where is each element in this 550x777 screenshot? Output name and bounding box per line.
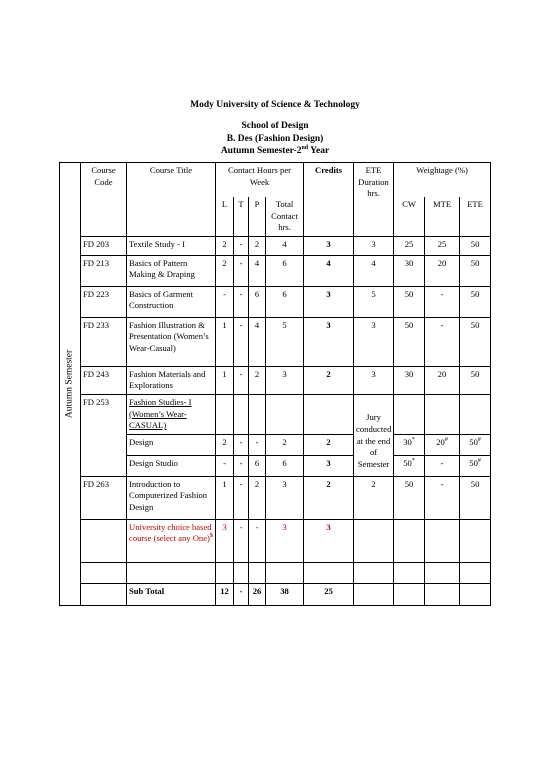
cell-cw: 30* [394, 434, 425, 455]
cell-total: 3 [266, 366, 304, 394]
header-p: P [249, 197, 266, 236]
cell-ete-duration: 4 [354, 255, 394, 286]
cell-p: - [249, 434, 266, 455]
cell-t: - [234, 434, 249, 455]
cell-credits: 25 [304, 583, 354, 605]
course-title: Introduction to Computerized Fashion Design [127, 476, 216, 519]
table-row-fd253 [60, 394, 491, 434]
cell-p [249, 562, 266, 583]
course-code: FD 213 [81, 255, 127, 286]
cell-total: 6 [266, 255, 304, 286]
cell-t: - [234, 519, 249, 562]
course-title: University choice based course (select any One)$ [127, 519, 216, 562]
course-table [59, 162, 491, 606]
header-total-contact: Total Contact hrs. [266, 197, 304, 236]
cell-t: - [234, 455, 249, 476]
cell-cw [394, 394, 425, 434]
cell-ete: 50 [460, 366, 491, 394]
cell-t [234, 394, 249, 434]
program-name: B. Des (Fashion Design) [226, 134, 324, 144]
cell-cw [394, 519, 425, 562]
cell-cw: 30 [394, 255, 425, 286]
course-title: Basics of Pattern Making & Draping [127, 255, 216, 286]
course-title: Design [127, 434, 216, 455]
cell-credits: 2 [304, 366, 354, 394]
cell-cw: 50 [394, 317, 425, 366]
cell-p: 4 [249, 255, 266, 286]
cell-ete [460, 519, 491, 562]
cell-mte [425, 394, 460, 434]
header-ete: ETE [460, 197, 491, 236]
cell-l [216, 562, 234, 583]
table-row [60, 236, 491, 255]
cell-ete: 50 [460, 317, 491, 366]
header-row [60, 163, 491, 198]
cell-credits: 4 [304, 255, 354, 286]
cell-ete-duration [354, 562, 394, 583]
cell-ete [460, 394, 491, 434]
cell-t: - [234, 255, 249, 286]
cell-mte: 20 [425, 255, 460, 286]
cell-total [266, 562, 304, 583]
cell-total: 3 [266, 476, 304, 519]
cell-credits: 3 [304, 317, 354, 366]
cell-mte [425, 562, 460, 583]
school-name: School of Design [241, 121, 309, 131]
course-code [81, 519, 127, 562]
cell-ete-duration: 2 [354, 476, 394, 519]
course-code: FD 243 [81, 366, 127, 394]
cell-l: - [216, 286, 234, 317]
cell-ete: 50 [460, 255, 491, 286]
cell-t: - [234, 583, 249, 605]
cell-t: - [234, 366, 249, 394]
cell-total: 5 [266, 317, 304, 366]
cell-p: 26 [249, 583, 266, 605]
cell-p: 2 [249, 476, 266, 519]
table-row-fd263 [60, 476, 491, 519]
cell-l: 1 [216, 476, 234, 519]
cell-ete-duration: 3 [354, 366, 394, 394]
course-code: FD 223 [81, 286, 127, 317]
header-mte: MTE [425, 197, 460, 236]
cell-t: - [234, 286, 249, 317]
course-code: FD 253 [81, 394, 127, 476]
course-title: Basics of Garment Construction [127, 286, 216, 317]
semester-title: Autumn Semester-2nd Year [220, 144, 330, 156]
table-row [60, 366, 491, 394]
course-code: FD 203 [81, 236, 127, 255]
cell-t: - [234, 476, 249, 519]
cell-p: 6 [249, 286, 266, 317]
course-code: FD 263 [81, 476, 127, 519]
course-code [81, 562, 127, 583]
cell-total [266, 394, 304, 434]
cell-ete [460, 583, 491, 605]
cell-cw: 30 [394, 366, 425, 394]
header-course-title: Course Title [127, 163, 216, 237]
cell-p [249, 394, 266, 434]
cell-credits: 3 [304, 236, 354, 255]
table-row [60, 317, 491, 366]
cell-ete [460, 562, 491, 583]
cell-ete: 50 [460, 236, 491, 255]
cell-l [216, 394, 234, 434]
header-t: T [234, 197, 249, 236]
course-title: Fashion Materials and Explorations [127, 366, 216, 394]
cell-ete: 50# [460, 434, 491, 455]
cell-total: 6 [266, 455, 304, 476]
header-course-code: Course Code [81, 163, 127, 237]
course-title: Textile Study - I [127, 236, 216, 255]
cell-l: 3 [216, 519, 234, 562]
cell-credits: 3 [304, 519, 354, 562]
header-contact-hours: Contact Hours per Week [216, 163, 304, 198]
cell-l: 1 [216, 317, 234, 366]
cell-p: 2 [249, 236, 266, 255]
cell-cw: 50 [394, 286, 425, 317]
course-title [127, 394, 216, 434]
cell-ete-duration: 5 [354, 286, 394, 317]
cell-ete: 50 [460, 286, 491, 317]
cell-credits [304, 394, 354, 434]
header-cw: CW [394, 197, 425, 236]
cell-total: 2 [266, 434, 304, 455]
cell-credits: 2 [304, 434, 354, 455]
cell-t: - [234, 317, 249, 366]
cell-l: 1 [216, 366, 234, 394]
course-title [127, 562, 216, 583]
cell-credits: 3 [304, 455, 354, 476]
cell-mte [425, 519, 460, 562]
cell-p: 6 [249, 455, 266, 476]
cell-mte: - [425, 286, 460, 317]
cell-cw [394, 562, 425, 583]
cell-l: - [216, 455, 234, 476]
subtotal-label: Sub Total [127, 583, 216, 605]
cell-ete-duration: 3 [354, 236, 394, 255]
cell-p: - [249, 519, 266, 562]
course-code [81, 583, 127, 605]
cell-p: 2 [249, 366, 266, 394]
cell-cw [394, 583, 425, 605]
header-ete-duration: ETE Duration hrs. [354, 163, 394, 237]
cell-l: 2 [216, 236, 234, 255]
cell-credits [304, 562, 354, 583]
cell-l: 2 [216, 434, 234, 455]
header-credits: Credits [304, 163, 354, 237]
cell-ete: 50 [460, 476, 491, 519]
cell-mte: 20# [425, 434, 460, 455]
cell-t [234, 562, 249, 583]
course-title: Fashion Illustration & Presentation (Women’s Wear-Casual) [127, 317, 216, 366]
cell-mte [425, 583, 460, 605]
course-code: FD 233 [81, 317, 127, 366]
cell-cw: 50 [394, 476, 425, 519]
cell-cw: 25 [394, 236, 425, 255]
fd253-title: Fashion Studies- I (Women’s Wear-CASUAL) [129, 396, 192, 431]
cell-total: 38 [266, 583, 304, 605]
header-weightage: Weightage (%) [394, 163, 491, 198]
cell-mte: - [425, 317, 460, 366]
course-title: Design Studio [127, 455, 216, 476]
table-row [60, 286, 491, 317]
cell-mte: 25 [425, 236, 460, 255]
cell-p: 4 [249, 317, 266, 366]
cell-ete-duration [354, 583, 394, 605]
cell-credits: 2 [304, 476, 354, 519]
cell-mte: - [425, 476, 460, 519]
university-name: Mody University of Science & Technology [190, 100, 360, 110]
cell-mte: 20 [425, 366, 460, 394]
cell-ete-duration: 3 [354, 317, 394, 366]
semester-side-label: Autumn Semester [60, 163, 81, 606]
cell-ete-duration [354, 519, 394, 562]
cell-t: - [234, 236, 249, 255]
header-l: L [216, 197, 234, 236]
cell-credits: 3 [304, 286, 354, 317]
table-row-subtotal [60, 583, 491, 605]
table-row-empty [60, 562, 491, 583]
table-row-university-choice [60, 519, 491, 562]
cell-l: 12 [216, 583, 234, 605]
cell-total: 6 [266, 286, 304, 317]
cell-ete: 50# [460, 455, 491, 476]
cell-l: 2 [216, 255, 234, 286]
table-row [60, 255, 491, 286]
jury-note: Jury conducted at the end of Semester [354, 394, 394, 476]
cell-total: 3 [266, 519, 304, 562]
cell-cw: 50* [394, 455, 425, 476]
cell-total: 4 [266, 236, 304, 255]
cell-mte: - [425, 455, 460, 476]
